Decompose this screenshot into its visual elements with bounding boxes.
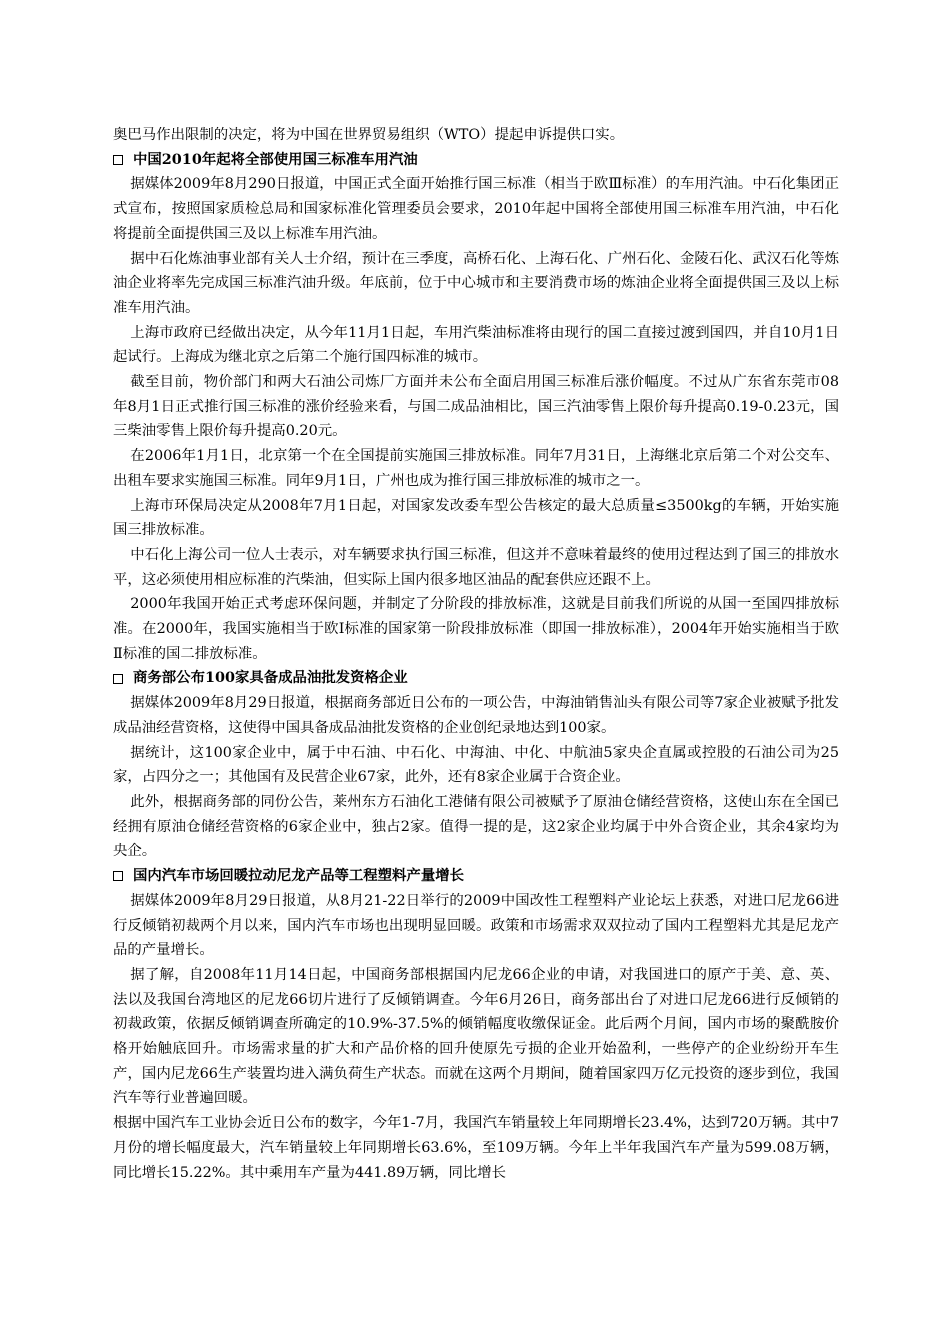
paragraph: 上海市政府已经做出决定，从今年11月1日起，车用汽柴油标准将由现行的国二直接过渡到国四，并自10月1日起试行。上海成为继北京之后第二个施行国四标准的城市。 [113, 324, 839, 366]
paragraph: 据了解，自2008年11月14日起，中国商务部根据国内尼龙66企业的申请，对我国进口的原产于美、意、英、法以及我国台湾地区的尼龙66切片进行了反倾销调查。今年6月26日，商务部出台了对进口尼龙66进行反倾销的初裁政策，依据反倾销调查所确定的10.9%-37.5%的倾销幅度收缴保证金。此后两个月间，国内市场的聚酰胺价格开始触底回升。市场需求量的扩大和产品价格的回升使原先亏损的企业开始盈利，一些停产的企业纷纷开车生产，国内尼龙66生产装置均进入满负荷生产状态。而就在这两个月期间，随着国家四万亿元投资的逐步到位，我国汽车等行业普遍回暖。 [113, 966, 839, 1107]
section-heading-nylon-plastics [113, 864, 839, 889]
checkbox-bullet-icon [113, 674, 123, 684]
paragraph: 据中石化炼油事业部有关人士介绍，预计在三季度，高桥石化、上海石化、广州石化、金陵石化、武汉石化等炼油企业将率先完成国三标准汽油升级。年底前，位于中心城市和主要消费市场的炼油企业将全面提供国三及以上标准车用汽油。 [113, 250, 839, 316]
document-page [113, 123, 839, 1185]
paragraph: 上海市环保局决定从2008年7月1日起，对国家发改委车型公告核定的最大总质量≤3500kg的车辆，开始实施国三排放标准。 [113, 497, 839, 539]
paragraph: 在2006年1月1日，北京第一个在全国提前实施国三排放标准。同年7月31日，上海继北京后第二个对公交车、出租车要求实施国三标准。同年9月1日，广州也成为推行国三排放标准的城市之一。 [113, 448, 839, 489]
section-heading-text: 中国2010年起将全部使用国三标准车用汽油 [133, 150, 418, 168]
paragraph: 此外，根据商务部的同份公告，莱州东方石油化工港储有限公司被赋予了原油仓储经营资格，这使山东在全国已经拥有原油仓储经营资格的6家企业中，独占2家。值得一提的是，这2家企业均属于中外合资企业，其余4家均为央企。 [113, 793, 839, 860]
checkbox-bullet-icon [113, 155, 123, 165]
section-heading-wholesale-companies [113, 666, 839, 691]
paragraph: 中石化上海公司一位人士表示，对车辆要求执行国三标准，但这并不意味着最终的使用过程达到了国三的排放水平，这必须使用相应标准的汽柴油，但实际上国内很多地区油品的配套供应还跟不上。 [113, 546, 839, 588]
paragraph: 据媒体2009年8月290日报道，中国正式全面开始推行国三标准（相当于欧Ⅲ标准）的车用汽油。中石化集团正式宣布，按照国家质检总局和国家标准化管理委员会要求，2010年起中国将全部使用国三标准车用汽油，中石化将提前全面提供国三及以上标准车用汽油。 [113, 176, 839, 242]
section-heading-gasoline-standard [113, 148, 839, 173]
section-heading-text: 商务部公布100家具备成品油批发资格企业 [133, 669, 408, 687]
paragraph: 根据中国汽车工业协会近日公布的数字，今年1-7月，我国汽车销量较上年同期增长23.4%，达到720万辆。其中7月份的增长幅度最大，汽车销量较上年同期增长63.6%，至109万辆。今年上半年我国汽车产量为599.08万辆，同比增长15.22%。其中乘用车产量为441.89万辆，同比增长 [113, 1115, 839, 1181]
paragraph: 据媒体2009年8月29日报道，根据商务部近日公布的一项公告，中海油销售汕头有限公司等7家企业被赋予批发成品油经营资格，这使得中国具备成品油批发资格的企业创纪录地达到100家。 [113, 695, 839, 736]
paragraph: 2000年我国开始正式考虑环保问题，并制定了分阶段的排放标准，这就是目前我们所说的从国一至国四排放标准。在2000年，我国实施相当于欧Ⅰ标准的国家第一阶段排放标准（即国一排放标准），2004年开始实施相当于欧Ⅱ标准的国二排放标准。 [113, 596, 839, 662]
checkbox-bullet-icon [113, 871, 123, 881]
paragraph: 据统计，这100家企业中，属于中石油、中石化、中海油、中化、中航油5家央企直属或控股的石油公司为25家，占四分之一；其他国有及民营企业67家，此外，还有8家企业属于合资企业。 [113, 744, 839, 786]
intro-paragraph: 奥巴马作出限制的决定，将为中国在世界贸易组织（WTO）提起申诉提供口实。 [113, 127, 625, 143]
paragraph: 据媒体2009年8月29日报道，从8月21-22日举行的2009中国改性工程塑料产业论坛上获悉，对进口尼龙66进行反倾销初裁两个月以来，国内汽车市场也出现明显回暖。政策和市场需求双双拉动了国内工程塑料尤其是尼龙产品的产量增长。 [113, 892, 839, 959]
section-heading-text: 国内汽车市场回暖拉动尼龙产品等工程塑料产量增长 [133, 867, 464, 885]
paragraph: 截至目前，物价部门和两大石油公司炼厂方面并未公布全面启用国三标准后涨价幅度。不过从广东省东莞市08年8月1日正式推行国三标准的涨价经验来看，与国二成品油相比，国三汽油零售上限价每升提高0.19-0.23元，国三柴油零售上限价每升提高0.20元。 [113, 374, 839, 440]
